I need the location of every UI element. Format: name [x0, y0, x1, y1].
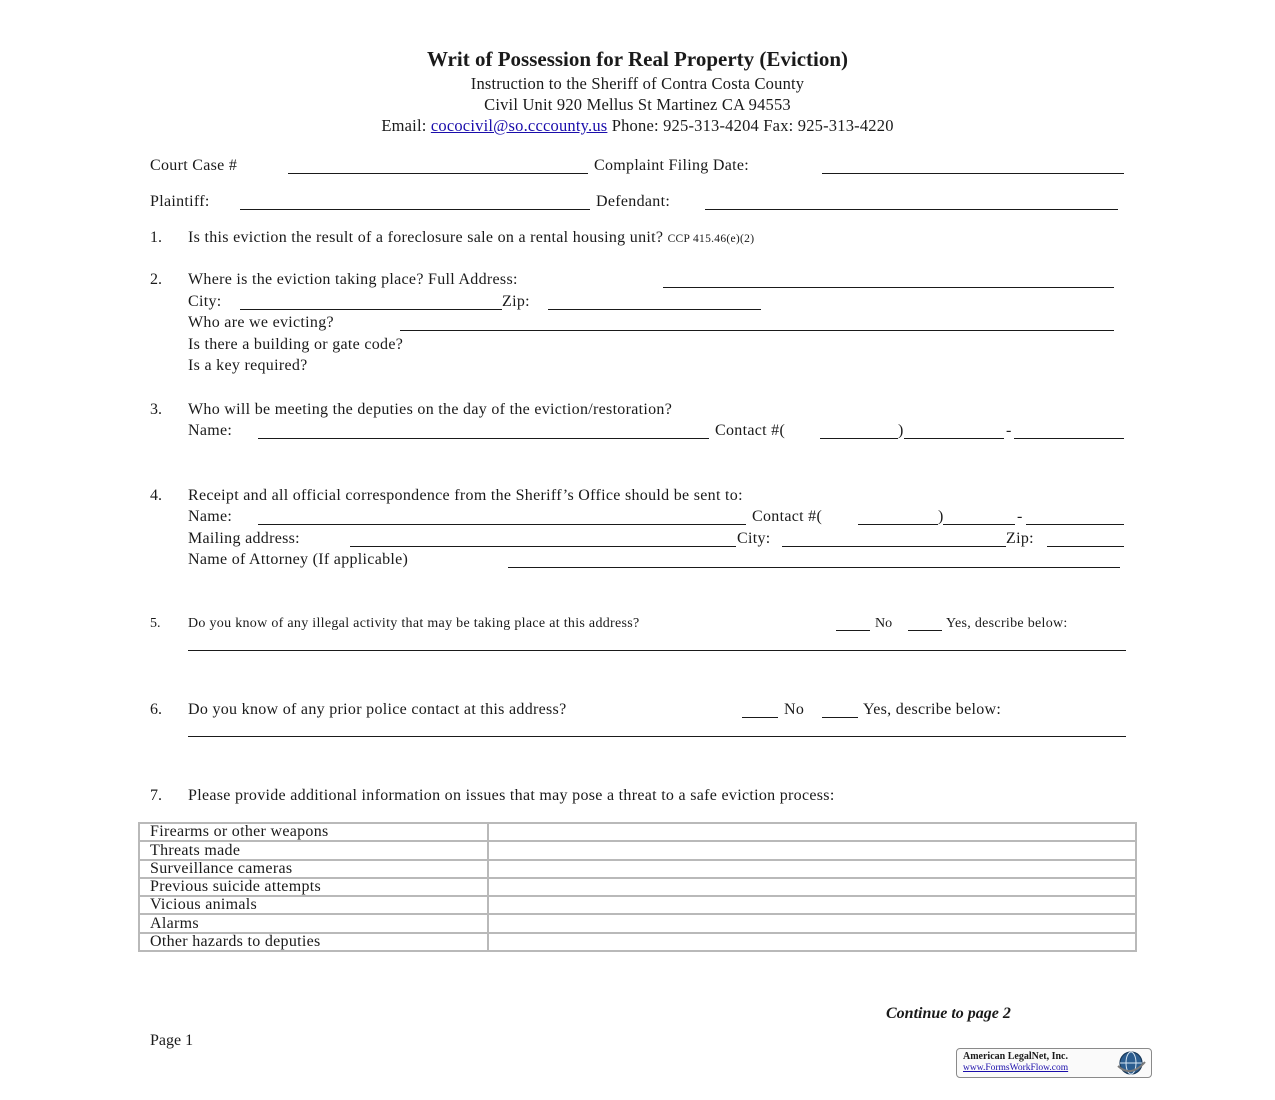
q7-number: 7. [150, 787, 162, 804]
q4-phone-prefix-field[interactable] [943, 524, 1015, 525]
q5-no-label: No [875, 616, 893, 631]
hazard-label: Previous suicide attempts [139, 878, 488, 896]
evicting-whom-field[interactable] [400, 330, 1114, 331]
hazard-label: Alarms [139, 914, 488, 932]
hazard-response-cell[interactable] [488, 823, 1136, 841]
q6-describe-field[interactable] [188, 736, 1126, 737]
q3-phone-prefix-field[interactable] [904, 438, 1004, 439]
table-row [139, 860, 1136, 878]
hazard-label: Surveillance cameras [139, 860, 488, 878]
globe-icon [1114, 1050, 1148, 1076]
q2-zip-field[interactable] [548, 309, 761, 310]
q3-name-field[interactable] [258, 438, 709, 439]
hazard-label: Vicious animals [139, 896, 488, 914]
q6-number: 6. [150, 701, 162, 718]
complaint-date-field[interactable] [822, 173, 1124, 174]
q2-address-label: Where is the eviction taking place? Full Address: [188, 271, 518, 288]
civil-unit-address: Civil Unit 920 Mellus St Martinez CA 94553 [484, 95, 791, 114]
defendant-label: Defendant: [596, 193, 671, 210]
q1-number: 1. [150, 229, 162, 246]
q4-text: Receipt and all official correspondence from the Sheriff’s Office should be sent to: [188, 487, 743, 504]
hazard-label: Threats made [139, 841, 488, 859]
hazard-response-cell[interactable] [488, 896, 1136, 914]
table-row [139, 914, 1136, 932]
plaintiff-field[interactable] [240, 209, 590, 210]
continue-note: Continue to page 2 [886, 1005, 1011, 1022]
hazard-label: Other hazards to deputies [139, 933, 488, 951]
email-link[interactable]: cococivil@so.cccounty.us [430, 116, 608, 135]
q2-gate-code-label: Is there a building or gate code? [188, 336, 404, 353]
q6-yes-label: Yes, describe below: [863, 701, 1002, 718]
hazard-response-cell[interactable] [488, 914, 1136, 932]
q5-describe-field[interactable] [188, 650, 1126, 651]
q3-contact-label: Contact #( [715, 422, 786, 439]
q6-no-label: No [784, 701, 805, 718]
table-row [139, 841, 1136, 859]
hazard-response-cell[interactable] [488, 860, 1136, 878]
q2-who-label: Who are we evicting? [188, 314, 334, 331]
attorney-name-field[interactable] [508, 567, 1120, 568]
q4-area-code-field[interactable] [858, 524, 938, 525]
q2-city-label: City: [188, 293, 222, 310]
instruction-line: Instruction to the Sheriff of Contra Costa County [470, 74, 805, 93]
mailing-address-field[interactable] [350, 546, 736, 547]
q4-number: 4. [150, 487, 162, 504]
q4-city-label: City: [737, 530, 771, 547]
logo-url: www.FormsWorkFlow.com [963, 1063, 1069, 1073]
q2-key-label: Is a key required? [188, 357, 308, 374]
q4-name-label: Name: [188, 508, 233, 525]
q4-zip-label: Zip: [1006, 530, 1034, 547]
q3-area-code-field[interactable] [820, 438, 898, 439]
q6-yes-field[interactable] [822, 717, 858, 718]
court-case-field[interactable] [288, 173, 588, 174]
plaintiff-label: Plaintiff: [150, 193, 210, 210]
q2-number: 2. [150, 271, 162, 288]
table-row [139, 823, 1136, 841]
table-row [139, 933, 1136, 951]
q4-name-field[interactable] [258, 524, 746, 525]
q3-name-label: Name: [188, 422, 233, 439]
q5-text: Do you know of any illegal activity that may be taking place at this address? [188, 616, 640, 631]
q3-paren: ) [898, 422, 904, 439]
q5-number: 5. [150, 616, 161, 631]
full-address-field[interactable] [663, 287, 1114, 288]
table-row [139, 878, 1136, 896]
form-title: Writ of Possession for Real Property (Eviction) [426, 47, 849, 71]
q3-dash: - [1006, 422, 1012, 439]
q4-phone-line-field[interactable] [1026, 524, 1124, 525]
q2-zip-label: Zip: [502, 293, 530, 310]
q6-text: Do you know of any prior police contact at this address? [188, 701, 567, 718]
hazard-label: Firearms or other weapons [139, 823, 488, 841]
q4-mailing-label: Mailing address: [188, 530, 300, 547]
complaint-date-label: Complaint Filing Date: [594, 157, 750, 174]
logo-company-name: American LegalNet, Inc. [963, 1051, 1068, 1062]
q5-yes-label: Yes, describe below: [946, 616, 1068, 631]
q1-text [188, 229, 754, 247]
phone-fax: Phone: 925-313-4204 Fax: 925-313-4220 [611, 116, 894, 135]
q4-paren: ) [938, 508, 944, 525]
hazard-response-cell[interactable] [488, 841, 1136, 859]
q2-city-field[interactable] [240, 309, 502, 310]
q3-number: 3. [150, 401, 162, 418]
contact-line [0, 116, 1275, 136]
email-label: Email: [381, 116, 427, 135]
q7-text: Please provide additional information on issues that may pose a threat to a safe eviction process: [188, 787, 835, 804]
q4-zip-field[interactable] [1047, 546, 1124, 547]
table-row [139, 896, 1136, 914]
q3-text: Who will be meeting the deputies on the day of the eviction/restoration? [188, 401, 673, 418]
american-legalnet-logo[interactable] [956, 1048, 1152, 1078]
q4-city-field[interactable] [782, 546, 1006, 547]
hazards-table [138, 822, 1137, 952]
q5-no-field[interactable] [836, 630, 870, 631]
q1-question: Is this eviction the result of a foreclosure sale on a rental housing unit? [188, 229, 664, 246]
q4-attorney-label: Name of Attorney (If applicable) [188, 551, 409, 568]
q3-phone-line-field[interactable] [1014, 438, 1124, 439]
q4-dash: - [1017, 508, 1023, 525]
q6-no-field[interactable] [742, 717, 778, 718]
q5-yes-field[interactable] [908, 630, 942, 631]
q4-contact-label: Contact #( [752, 508, 823, 525]
court-case-label: Court Case # [150, 157, 238, 174]
defendant-field[interactable] [705, 209, 1118, 210]
page-number: Page 1 [150, 1032, 194, 1049]
q1-ccp-reference: CCP 415.46(e)(2) [667, 233, 755, 245]
hazard-response-cell[interactable] [488, 878, 1136, 896]
hazard-response-cell[interactable] [488, 933, 1136, 951]
